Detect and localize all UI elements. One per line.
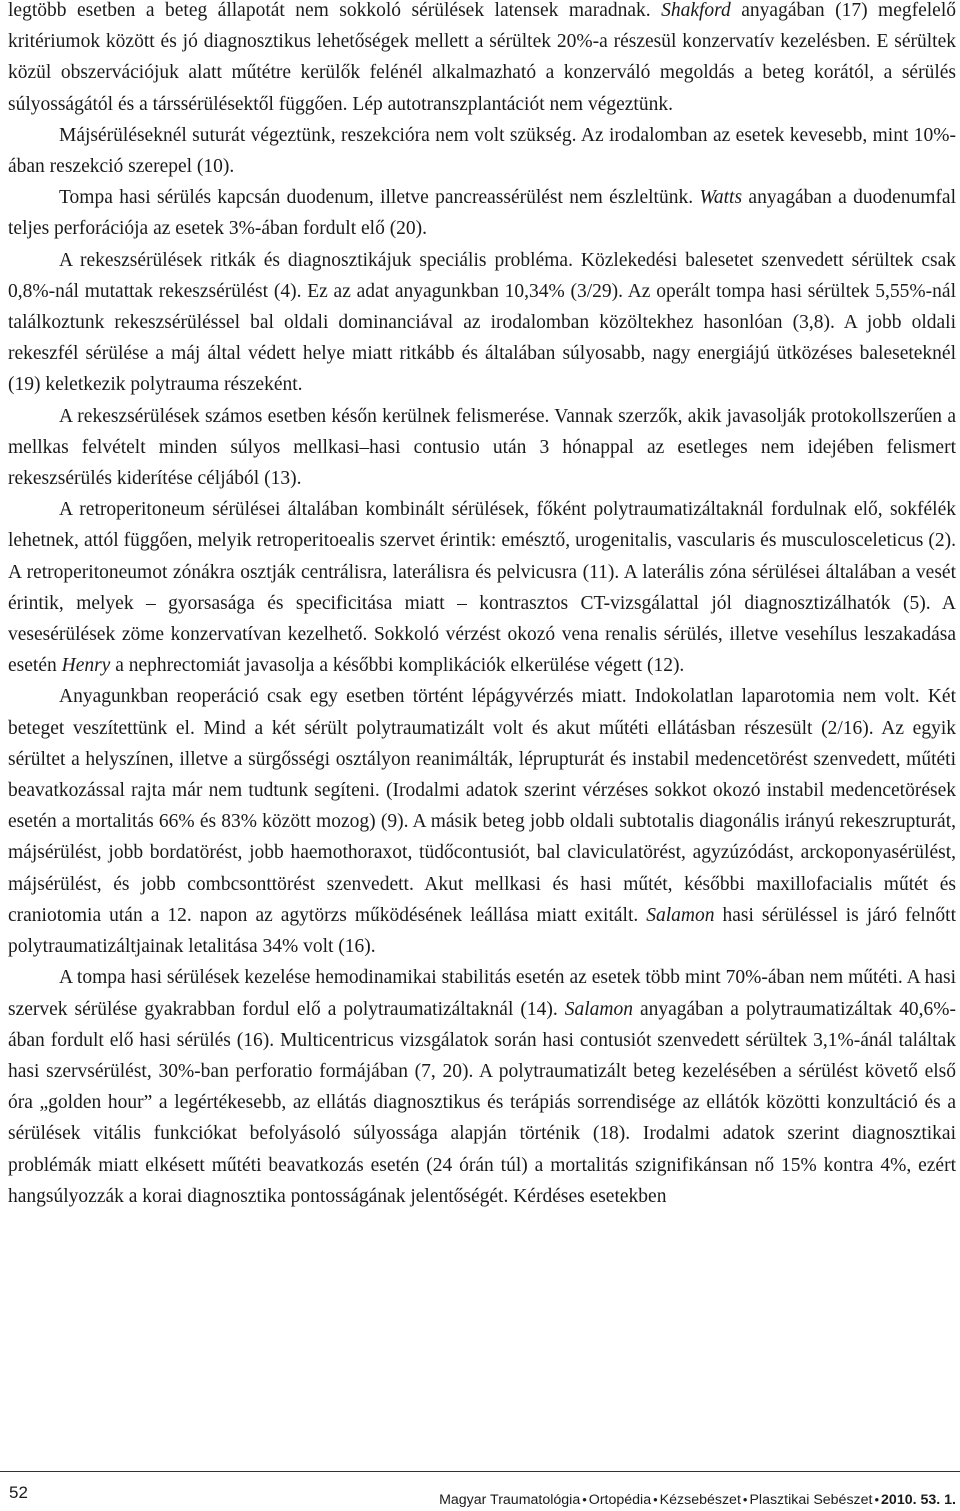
page-number: 52 — [9, 1483, 28, 1502]
paragraph-5: A rekeszsérülések számos esetben későn kerülnek felismerése. Vannak szerzők, akik javasolják protokollszerűen a mellkas felvételt minden súlyos mellkasi–hasi contusio után 3 hónappal az esetleges nem idejében felismert rekeszsérülés kiderítése céljából (13). — [8, 405, 956, 490]
text-run: Tompa hasi sérülés kapcsán duodenum, illetve pancreassérülést nem észleltünk. — [59, 187, 700, 209]
separator-dot: • — [742, 1492, 748, 1507]
issue-number: 2010. 53. 1. — [881, 1492, 956, 1508]
journal-name-part: Ortopédia — [588, 1492, 652, 1508]
paragraph-6 — [8, 494, 956, 681]
text-run: anyagában a polytraumatizáltak 40,6%-ában fordult elő hasi sérülés (16). Multicentricus vizsgálatok során hasi contusiót szenvedett sérültek 3,1%-ánál találtak hasi szervsérülést, 30%-ban perforatio formájában (7, 20). A polytraumatizált beteg kezelésében a sérülést követő első óra „golden hour” a legértékesebb, az ellátás diagnosztikus és terápiás sorrendisége az ellátók közötti konzultáció és a sérülések vitális funkciókat befolyásoló súlyossága alapján történik (18). Irodalmi adatok szerint diagnosztikai problémák miatt elkésett műtéti beavatkozás esetén (24 órán túl) a mortalitás szignifikánsan nő 15% kontra 4%, ezért hangsúlyozzák a korai diagnosztika pontosságának jelentőségét. Kérdéses esetekben — [8, 998, 956, 1207]
paragraph-7 — [8, 681, 956, 962]
journal-citation — [439, 1492, 956, 1508]
footer-rule — [0, 1471, 960, 1472]
text-run: a nephrectomiát javasolja a későbbi komplikációk elkerülése végett (12). — [110, 655, 685, 677]
text-run: hasi sérüléssel is járó felnőtt polytraumatizáltjainak letalitása 34% volt (16). — [8, 904, 956, 958]
text-run: anyagában a duodenumfal teljes perforációja az esetek 3%-ában fordult elő (20). — [8, 187, 956, 240]
text-run: legtöbb esetben a beteg állapotát nem sokkoló sérülések latensek maradnak. — [8, 0, 662, 21]
separator-dot: • — [582, 1492, 587, 1507]
text-run: Anyagunkban reoperáció csak egy esetben történt lépágyvérzés miatt. Indokolatlan laparotomia nem volt. Két beteget veszítettünk el. Mind a két sérült polytraumatizált volt és akut műtéti ellátásban részesült (2/16). Az egyik sérültet a helyszínen, illetve a sürgősségi osztályon reanimálták, léprupturát és instabil medencetörést szenvedett, műtéti beavatkozással rajta már nem tudtunk segíteni. (Irodalmi adatok szerint vérzéses sokkot okozó instabil medencetörések esetén a mortalitás 66% és 83% között mozog) (9). A másik beteg jobb oldali subtotalis diagonális irányú rekeszrupturát, májsérülést, jobb bordatörést, jobb haemothoraxot, tüdőcontusiót, bal claviculatörést, agyzúzódást, arckoponyasérülést, májsérülést, és jobb combcsonttörést szenvedett. Akut mellkasi és hasi műtét, későbbi maxillofacialis műtét és craniotomia után a 12. napon az agytörzs működésének leállása miatt exitált. — [8, 686, 956, 926]
paragraph-3 — [8, 182, 956, 244]
text-run: anyagában (17) megfelelő kritériumok között és jó diagnosztikus lehetőségek mellett a sérültek 20%-a részesül konzervatív kezelésben. E sérültek közül obszervációjuk alatt műtétre kerülők felénél alkalmazható a konzerváló megoldás a beteg korától, a sérülés súlyosságától és a társsérülésektől függően. Lép autotranszplantációt nem végeztünk. — [8, 0, 956, 115]
text-run: A tompa hasi sérülések kezelése hemodinamikai stabilitás esetén az esetek több mint 70%-ában nem műtéti. A hasi szervek sérülése gyakrabban fordul elő a polytraumatizáltaknál (14). — [8, 967, 956, 1020]
author-name: Henry — [61, 655, 111, 677]
journal-name-part: Magyar Traumatológia — [439, 1492, 581, 1508]
author-name: Watts — [699, 187, 743, 209]
article-body — [8, 0, 956, 1465]
journal-name-part: Plasztikai Sebészet — [749, 1492, 873, 1508]
separator-dot: • — [653, 1492, 658, 1507]
page-footer — [0, 1471, 960, 1511]
text-run: A retroperitoneum sérülései általában kombinált sérülések, főként polytraumatizáltaknál fordulnak elő, sokfélék lehetnek, attól függően, melyik retroperitoealis szervet érintik: emésztő, urogenitalis, vascularis és musculosceleticus (2). A retroperitoneumot zónákra osztják centrálisra, laterálisra és pelvicusra (11). A laterális zóna sérülései általában a vesét érintik, melyek – gyorsasága és specificitása miatt – kontrasztos CT-vizsgálattal jól diagnosztizálhatók (5). A vesesérülések zöme konzervatívan kezelhető. Sokkoló vérzést okozó vena renalis sérülés, illetve vesehílus leszakadása esetén — [8, 499, 956, 677]
author-name: Salamon — [564, 998, 633, 1020]
journal-name-part: Kézsebészet — [659, 1492, 741, 1508]
paragraph-1 — [8, 0, 956, 120]
separator-dot: • — [874, 1492, 880, 1507]
paragraph-8 — [8, 962, 956, 1212]
paragraph-2: Májsérüléseknél suturát végeztünk, reszekcióra nem volt szükség. Az irodalomban az esetek kevesebb, mint 10%-ában reszekció szerepel (10). — [8, 124, 956, 178]
paragraph-4: A rekeszsérülések ritkák és diagnosztikájuk speciális probléma. Közlekedési balesetet szenvedett sérültek csak 0,8%-nál mutattak rekeszsérülést (4). Ez az adat anyagunkban 10,34% (3/29). Az operált tompa hasi sérültek 5,55%-nál találkoztunk rekeszsérüléssel bal oldali dominanciával az irodalomban közöltekhez hasonlóan (3,8). A jobb oldali rekeszfél sérülése a máj által védett helye miatt ritkább és általában súlyosabb, nagy energiájú ütközéses baleseteknél (19) keletkezik polytrauma részeként. — [8, 249, 956, 396]
author-name: Salamon — [646, 904, 715, 926]
author-name: Shakford — [661, 0, 731, 21]
